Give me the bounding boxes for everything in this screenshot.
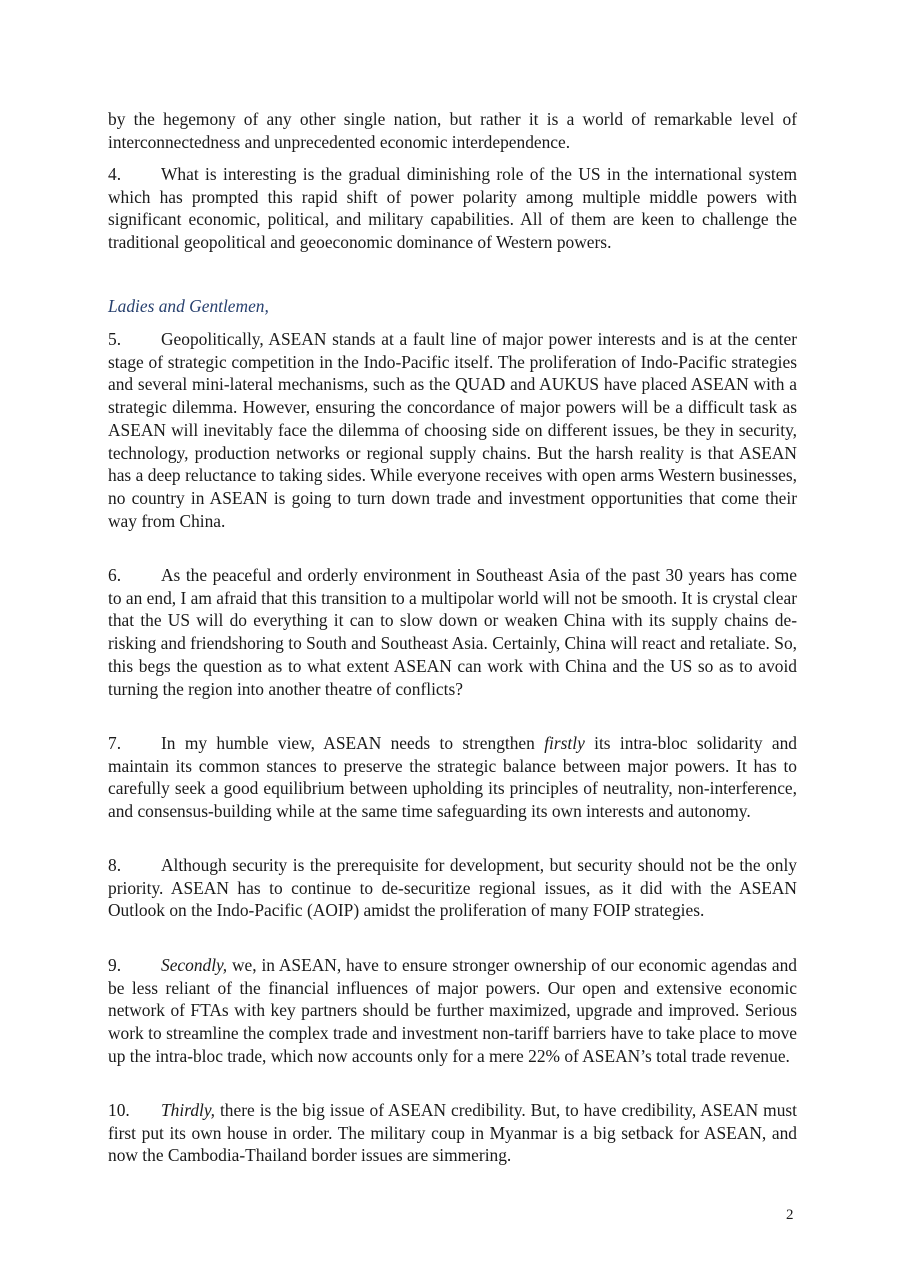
paragraph-9	[108, 954, 797, 1068]
paragraph-text: Although security is the prerequisite for development, but security should not be the only priority. ASEAN has to continue to de-securitize regional issues, as it did with the ASEAN Outlook on the Indo-Pacific (AOIP) amidst the proliferation of many FOIP strategies.	[108, 855, 797, 921]
paragraph-number: 7.	[108, 733, 122, 753]
paragraph-text: by the hegemony of any other single nation, but rather it is a world of remarkable level of interconnectedness and unprecedented economic interdependence.	[108, 109, 797, 152]
paragraph-text: As the peaceful and orderly environment in Southeast Asia of the past 30 years has come to an end, I am afraid that this transition to a multipolar world will not be smooth. It is crystal clear that the US will do everything it can to slow down or weaken China with its supply chains de-risking and friendshoring to South and Southeast Asia. Certainly, China will react and retaliate. So, this begs the question as to what extent ASEAN can work with China and the US so as to avoid turning the region into another theatre of conflicts?	[108, 565, 797, 699]
paragraph-number: 8.	[108, 855, 122, 875]
emphasis-firstly: firstly	[544, 733, 585, 753]
paragraph-number: 9.	[108, 955, 122, 975]
paragraph-number: 5.	[108, 329, 122, 349]
paragraph-text: its intra-bloc solidarity and maintain its common stances to preserve the strategic balance between major powers. It has to carefully seek a good equilibrium between upholding its principles of neutrality, non-interference, and consensus-building while at the same time safeguarding its own interests and autonomy.	[108, 733, 797, 822]
paragraph-number: 6.	[108, 565, 122, 585]
emphasis-secondly: Secondly,	[161, 955, 228, 975]
paragraph-text: Geopolitically, ASEAN stands at a fault line of major power interests and is at the center stage of strategic competition in the Indo-Pacific itself. The proliferation of Indo-Pacific strategies and several mini-lateral mechanisms, such as the QUAD and AUKUS have placed ASEAN with a strategic dilemma. However, ensuring the concordance of major powers will be a difficult task as ASEAN will inevitably face the dilemma of choosing side on different issues, be they in security, technology, production networks or regional supply chains. But the harsh reality is that ASEAN has a deep reluctance to taking sides. While everyone receives with open arms Western businesses, no country in ASEAN is going to turn down trade and investment opportunities that come their way from China.	[108, 329, 797, 531]
emphasis-thirdly: Thirdly,	[161, 1100, 215, 1120]
paragraph-4	[108, 163, 797, 254]
paragraph-text: In my humble view, ASEAN needs to strengthen	[161, 733, 545, 753]
paragraph-number: 4.	[108, 164, 122, 184]
paragraph-text: What is interesting is the gradual diminishing role of the US in the international system which has prompted this rapid shift of power polarity among multiple middle powers with significant economic, political, and military capabilities. All of them are keen to challenge the traditional geopolitical and geoeconomic dominance of Western powers.	[108, 164, 797, 253]
paragraph-10	[108, 1099, 797, 1167]
section-heading: Ladies and Gentlemen,	[108, 296, 269, 316]
paragraph-6	[108, 564, 797, 700]
paragraph-number: 10.	[108, 1100, 130, 1120]
page-number: 2	[786, 1207, 794, 1223]
paragraph-3-continued	[108, 108, 797, 153]
paragraph-text: we, in ASEAN, have to ensure stronger ownership of our economic agendas and be less reliant of the financial influences of major powers. Our open and extensive economic network of FTAs with key partners should be further maximized, upgrade and improved. Serious work to streamline the complex trade and investment non-tariff barriers have to take place to move up the intra-bloc trade, which now accounts only for a mere 22% of ASEAN’s total trade revenue.	[108, 955, 797, 1066]
paragraph-5	[108, 328, 797, 532]
paragraph-text: there is the big issue of ASEAN credibility. But, to have credibility, ASEAN must first put its own house in order. The military coup in Myanmar is a big setback for ASEAN, and now the Cambodia-Thailand border issues are simmering.	[108, 1100, 797, 1166]
paragraph-8	[108, 854, 797, 922]
paragraph-7	[108, 732, 797, 823]
